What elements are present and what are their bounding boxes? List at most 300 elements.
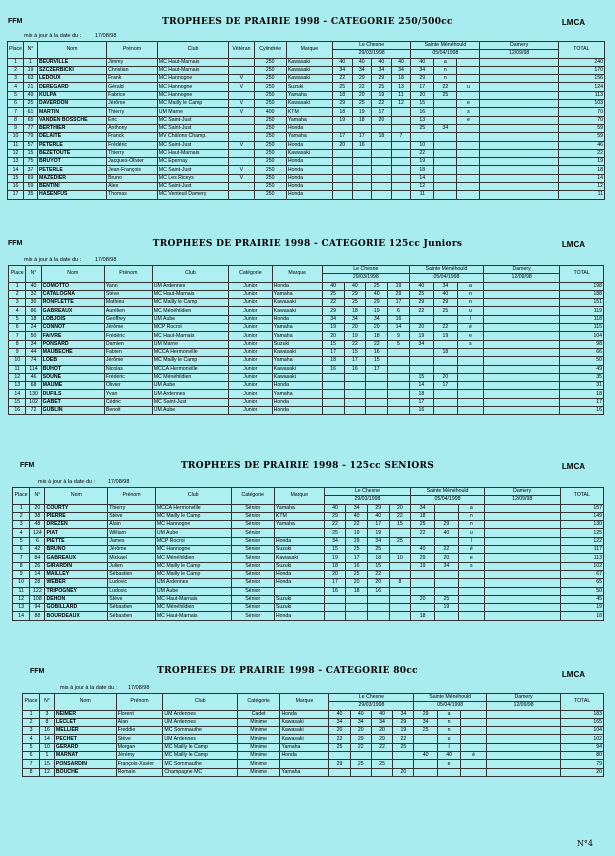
table-cell (280, 760, 329, 768)
table-cell: Gérald (107, 83, 158, 91)
table-cell: 70 (558, 116, 604, 124)
table-cell: 19 (24, 66, 38, 74)
header-row (9, 266, 604, 274)
table-cell: MC Hannogne (157, 91, 228, 99)
table-cell-damery (486, 735, 560, 743)
table-cell (371, 768, 392, 776)
table-cell: 2 (9, 290, 26, 298)
table-cell (388, 348, 410, 356)
table-cell: 16 (560, 407, 604, 415)
table-cell: s (457, 340, 483, 348)
table-cell: 198 (560, 282, 604, 290)
table-cell: e (458, 554, 484, 562)
table-cell: 12 (40, 768, 55, 776)
table-cell: 25 (414, 727, 437, 735)
table-cell: Alex (107, 183, 158, 191)
table-cell: 34 (324, 537, 346, 545)
table-cell: 250 (254, 91, 286, 99)
table-cell: 40 (322, 282, 344, 290)
table-cell: Kawasaki (286, 100, 332, 108)
table-cell (433, 315, 457, 323)
table-cell: Thierry (107, 108, 158, 116)
table-cell-damery (480, 133, 558, 141)
header-damery-date: 12/09/98 (484, 274, 560, 282)
table-cell: 14 (13, 612, 30, 620)
table-cell-damery (484, 504, 560, 512)
table-cell (457, 382, 483, 390)
table-cell: 46 (26, 373, 41, 381)
table-cell: 22 (435, 546, 459, 554)
table-cell: 40 (411, 58, 434, 66)
section-title: TROPHEES DE PRAIRIE 1998 - 125cc SENIORS (180, 461, 435, 471)
table-cell: 8 (23, 768, 40, 776)
table-cell (332, 124, 352, 132)
table-cell (433, 357, 457, 365)
table-cell-damery (484, 332, 560, 340)
table-cell: Honda (286, 124, 332, 132)
table-cell: 34 (329, 718, 350, 726)
table-cell (433, 407, 457, 415)
table-cell (367, 604, 389, 612)
table-row (13, 579, 604, 587)
table-cell: Ludovic (108, 579, 156, 587)
table-cell: 2 (23, 718, 40, 726)
table-cell: 17 (322, 348, 344, 356)
table-cell: Benoit (104, 407, 152, 415)
table-cell: 25 (409, 290, 433, 298)
table-row (8, 149, 605, 157)
table-cell: 20 (352, 91, 372, 99)
table-row (13, 537, 604, 545)
header-damery-date: 12/09/98 (484, 496, 560, 504)
table-cell: UM Ardennes (163, 710, 237, 718)
table-cell (457, 166, 480, 174)
table-cell: 19 (346, 529, 368, 537)
table-cell: Sénior (231, 504, 274, 512)
section-title: TROPHEES DE PRAIRIE 1998 - CATEGORIE 250/500cc (162, 17, 453, 27)
section-250-500 (0, 18, 615, 200)
table-cell-damery (480, 100, 558, 108)
table-cell: u (457, 83, 480, 91)
header-num: N° (24, 42, 38, 59)
table-cell: MARTIN (37, 108, 106, 116)
table-cell-damery (480, 116, 558, 124)
table-cell: Frank (107, 75, 158, 83)
table-cell (329, 768, 350, 776)
table-cell (457, 407, 483, 415)
table-cell: Yann (104, 282, 152, 290)
table-cell (229, 191, 254, 199)
table-cell (388, 382, 410, 390)
table-cell: 34 (332, 66, 352, 74)
header-row (8, 42, 605, 50)
table-cell: Junior (229, 407, 273, 415)
table-cell: 19 (411, 562, 435, 570)
table-cell: Thierry (107, 149, 158, 157)
table-cell: 15 (367, 562, 389, 570)
table-cell: DEHON (45, 595, 108, 603)
table-row (8, 141, 605, 149)
table-cell: Kawasaki (280, 718, 329, 726)
table-cell: 29 (435, 521, 459, 529)
table-cell: 22 (558, 149, 604, 157)
table-cell (409, 315, 433, 323)
table-cell (391, 183, 411, 191)
header-prenom: Prénom (104, 266, 152, 283)
table-cell (372, 174, 392, 182)
table-cell: 20 (30, 504, 45, 512)
table-row (8, 158, 605, 166)
table-cell: 74 (26, 357, 41, 365)
table-cell: e (457, 100, 480, 108)
table-cell: Honda (286, 183, 332, 191)
table-cell: MV Châlons Champ. (157, 133, 228, 141)
table-cell: 15 (344, 348, 366, 356)
table-cell: 13 (8, 158, 24, 166)
table-cell (332, 183, 352, 191)
table-cell: 11 (558, 191, 604, 199)
table-cell: KULPA (37, 91, 106, 99)
table-cell: 16 (9, 407, 26, 415)
table-cell: 3 (13, 521, 30, 529)
header-sainte-menehould-date: 05/04/1998 (414, 702, 486, 710)
table-cell (229, 133, 254, 141)
table-cell: 40 (344, 282, 366, 290)
table-row (9, 390, 604, 398)
table-cell: 19 (558, 158, 604, 166)
table-cell: Jérôme (107, 100, 158, 108)
section-title: TROPHEES DE PRAIRIE 1998 - CATEGORIE 80cc (157, 666, 418, 676)
table-cell: 17 (372, 108, 392, 116)
table-cell: UM Aube (152, 315, 228, 323)
table-cell: 22 (350, 743, 371, 751)
table-cell (391, 174, 411, 182)
table-cell: 16 (324, 587, 346, 595)
table-cell (457, 183, 480, 191)
header-damery: Damery (486, 694, 560, 702)
table-cell (411, 579, 435, 587)
table-cell (409, 357, 433, 365)
table-cell: NEIMER (54, 710, 116, 718)
table-cell: Junior (229, 382, 273, 390)
table-cell: Sénior (231, 562, 274, 570)
table-cell: Yamaha (272, 390, 322, 398)
table-cell: 6 (388, 307, 410, 315)
table-cell: 16 (344, 365, 366, 373)
header-le-chesne: Le Chesne (329, 694, 414, 702)
table-cell: 12 (8, 149, 24, 157)
table-cell: 18 (346, 587, 368, 595)
table-cell: a (458, 504, 484, 512)
table-cell (391, 124, 411, 132)
table-cell: Thomas (107, 191, 158, 199)
table-cell (461, 760, 487, 768)
table-cell: 29 (344, 290, 366, 298)
table-cell: BRUYOT (37, 158, 106, 166)
table-cell: 29 (367, 504, 389, 512)
table-cell: MC Mailly le Camp (155, 562, 231, 570)
header-total: TOTAL (560, 488, 603, 505)
table-cell: MC Hannogne (155, 546, 231, 554)
table-cell (411, 570, 435, 578)
update-label: mis à jour à la date du : (24, 33, 82, 39)
table-cell: é (457, 324, 483, 332)
table-cell (274, 587, 324, 595)
table-cell: 18 (391, 75, 411, 83)
table-cell: 240 (558, 58, 604, 66)
table-cell: MC Hannogne (157, 75, 228, 83)
table-cell: Fabien (104, 348, 152, 356)
table-cell: MAILLEY (45, 570, 108, 578)
table-cell: 98 (560, 340, 604, 348)
table-cell (229, 183, 254, 191)
table-cell: FAIVRE (41, 332, 104, 340)
table-cell: PETERLE (37, 141, 106, 149)
table-cell: 18 (324, 562, 346, 570)
table-cell: MAZEDIER (37, 174, 106, 182)
table-cell: n (434, 75, 457, 83)
table-row (9, 324, 604, 332)
table-row (13, 512, 604, 520)
table-cell: 25 (433, 307, 457, 315)
table-cell: VANDEN BOSSCHE (37, 116, 106, 124)
table-cell: 46 (558, 141, 604, 149)
table-cell: a (437, 710, 460, 718)
table-cell: Honda (274, 570, 324, 578)
table-cell: V (229, 75, 254, 83)
table-cell: GABREAUX (45, 554, 108, 562)
table-cell: 15 (9, 398, 26, 406)
table-cell: 35 (24, 191, 38, 199)
table-cell: DUFILS (41, 390, 104, 398)
table-row (8, 91, 605, 99)
table-cell: Anthony (107, 124, 158, 132)
table-cell: 18 (332, 108, 352, 116)
table-cell (388, 407, 410, 415)
table-cell: Junior (229, 315, 273, 323)
table-cell: MC Venteuil Damery (157, 191, 228, 199)
table-cell: Stève (108, 595, 156, 603)
table-cell: Geoffrey (104, 315, 152, 323)
table-cell: 17 (352, 133, 372, 141)
table-cell: 30 (26, 299, 41, 307)
table-cell: MCP Rocroi (155, 537, 231, 545)
table-cell: 16 (352, 141, 372, 149)
table-cell: 14 (411, 174, 434, 182)
table-cell (372, 166, 392, 174)
table-cell: 2 (13, 512, 30, 520)
table-cell (393, 760, 414, 768)
table-cell: 84 (30, 554, 45, 562)
table-cell: 14 (30, 570, 45, 578)
table-cell-damery (484, 595, 560, 603)
table-cell: 18 (411, 512, 435, 520)
table-cell: Alain (108, 521, 156, 529)
table-cell: Damien (104, 340, 152, 348)
table-row (9, 290, 604, 298)
table-cell: Sénior (231, 570, 274, 578)
table-cell: 86 (26, 307, 41, 315)
table-cell: 88 (30, 612, 45, 620)
table-cell: 22 (366, 340, 388, 348)
table-cell (391, 166, 411, 174)
table-cell: 17 (433, 382, 457, 390)
header-extra2: Cylindrée (254, 42, 286, 59)
table-cell: 20 (367, 579, 389, 587)
header-sainte-menehould: Sainte Ménéhould (411, 42, 480, 50)
table-cell: 50 (26, 332, 41, 340)
table-cell: 10 (13, 579, 30, 587)
table-cell: Junior (229, 290, 273, 298)
table-cell: 250 (254, 66, 286, 74)
table-cell: Yamaha (274, 521, 324, 529)
header-sainte-menehould: Sainte Ménéhould (414, 694, 486, 702)
header-sainte-menehould: Sainte Ménéhould (409, 266, 483, 274)
table-cell (435, 587, 459, 595)
table-cell: 79 (24, 133, 38, 141)
table-cell: 20 (371, 727, 392, 735)
table-cell: 37 (24, 166, 38, 174)
table-cell (388, 390, 410, 398)
table-cell: 34 (350, 718, 371, 726)
table-cell (389, 570, 411, 578)
update-label: mis à jour à la date du : (60, 685, 118, 691)
table-cell: 38 (30, 512, 45, 520)
table-cell: 9 (8, 124, 24, 132)
table-row (23, 743, 604, 751)
table-cell: 15 (24, 149, 38, 157)
table-cell (457, 365, 483, 373)
table-cell (461, 768, 487, 776)
table-cell: COURTY (45, 504, 108, 512)
table-cell: 102 (26, 398, 41, 406)
table-cell (366, 390, 388, 398)
table-cell: 18 (558, 166, 604, 174)
table-cell: 29 (324, 512, 346, 520)
table-cell (229, 66, 254, 74)
table-cell: 67 (560, 570, 603, 578)
table-cell: 40 (324, 504, 346, 512)
table-cell: 9 (13, 570, 30, 578)
table-cell (388, 373, 410, 381)
table-cell: Kawasaki (286, 66, 332, 74)
table-cell: 25 (366, 282, 388, 290)
table-cell: 18 (322, 357, 344, 365)
table-row (13, 546, 604, 554)
table-cell: Jacques-Olivier (107, 158, 158, 166)
table-cell: 25 (434, 91, 457, 99)
table-cell: 5 (388, 340, 410, 348)
table-cell (457, 124, 480, 132)
table-cell (414, 735, 437, 743)
header-nom: Nom (54, 694, 116, 711)
table-cell (391, 191, 411, 199)
table-cell: Kawasaki (286, 58, 332, 66)
table-cell (457, 141, 480, 149)
table-cell: 18 (332, 91, 352, 99)
table-cell (372, 183, 392, 191)
table-cell: 1 (8, 58, 24, 66)
table-cell: 103 (558, 100, 604, 108)
table-cell: Kawasaki (274, 554, 324, 562)
table-cell: 20 (409, 324, 433, 332)
table-cell: Sénior (231, 579, 274, 587)
table-cell: 19 (435, 604, 459, 612)
table-cell: 34 (411, 504, 435, 512)
table-cell-damery (486, 752, 560, 760)
header-total: TOTAL (560, 266, 604, 283)
table-cell: 25 (329, 743, 350, 751)
table-cell (229, 149, 254, 157)
table-cell: Minime (237, 760, 280, 768)
table-cell-damery (484, 307, 560, 315)
table-cell-damery (484, 324, 560, 332)
table-cell: 20 (366, 324, 388, 332)
table-cell: n (457, 290, 483, 298)
table-cell: 40 (433, 290, 457, 298)
table-cell: 250 (254, 116, 286, 124)
table-cell: 77 (24, 124, 38, 132)
table-cell: 18 (26, 315, 41, 323)
table-cell: 25 (350, 760, 371, 768)
table-cell-damery (484, 554, 560, 562)
table-cell: MC Hannogne (157, 83, 228, 91)
table-cell: 12 (391, 100, 411, 108)
table-cell-damery (484, 407, 560, 415)
table-cell: e (437, 760, 460, 768)
table-cell: 40 (332, 58, 352, 66)
table-cell (461, 718, 487, 726)
table-cell: 20 (324, 570, 346, 578)
table-cell: V (229, 83, 254, 91)
table-cell: Minime (237, 768, 280, 776)
ffm-label: FFM (20, 462, 35, 469)
table-cell: 34 (346, 504, 368, 512)
table-cell: 70 (558, 108, 604, 116)
table-cell-damery (480, 174, 558, 182)
table-cell (434, 166, 457, 174)
header-prenom: Prénom (116, 694, 163, 711)
table-cell (367, 612, 389, 620)
table-cell: 20 (372, 116, 392, 124)
table-cell: 250 (254, 100, 286, 108)
table-cell: 250 (254, 191, 286, 199)
table-cell: Alan (116, 718, 163, 726)
table-cell: 22 (332, 75, 352, 83)
table-cell (332, 149, 352, 157)
table-cell: UM Marne (152, 340, 228, 348)
table-cell: 183 (561, 710, 604, 718)
table-cell: 8 (389, 579, 411, 587)
table-cell: 40 (329, 710, 350, 718)
table-cell (344, 407, 366, 415)
table-cell: Minime (237, 743, 280, 751)
table-cell: James (108, 537, 156, 545)
table-row (13, 595, 604, 603)
table-cell: 17 (388, 299, 410, 307)
table-cell (434, 108, 457, 116)
table-cell (372, 191, 392, 199)
table-cell: 20 (411, 595, 435, 603)
table-row (13, 504, 604, 512)
table-cell: Junior (229, 307, 273, 315)
table-cell: Honda (286, 174, 332, 182)
table-cell: 15 (322, 340, 344, 348)
table-row (23, 727, 604, 735)
table-cell: UM Ardennes (163, 718, 237, 726)
table-cell-damery (484, 579, 560, 587)
table-cell (332, 166, 352, 174)
